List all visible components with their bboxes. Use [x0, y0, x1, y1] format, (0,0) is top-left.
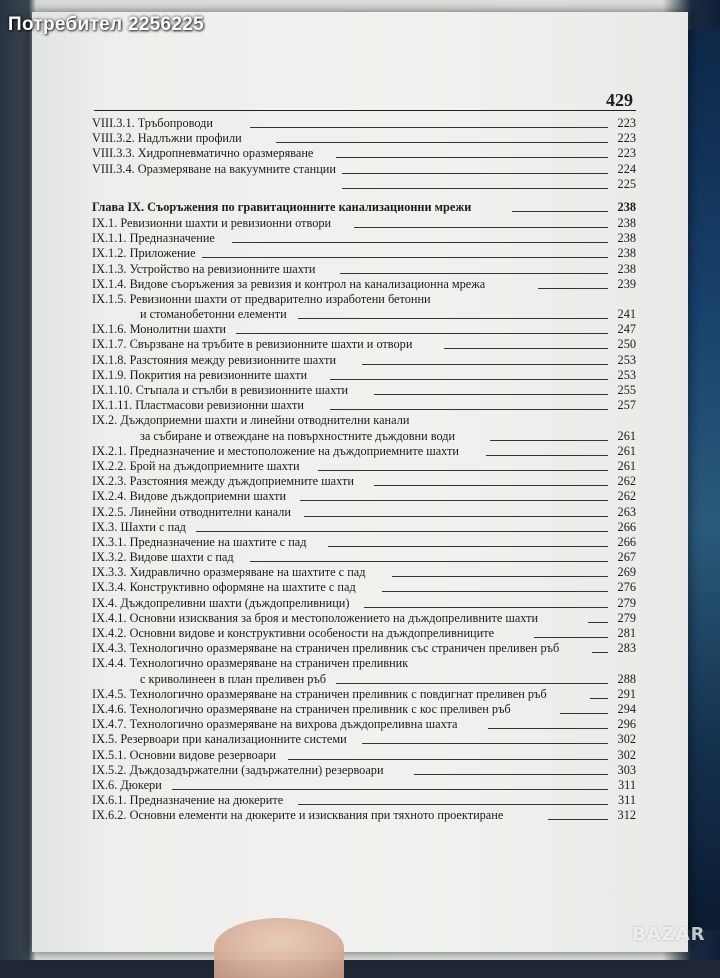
toc-entry [92, 277, 636, 292]
toc-entry [92, 732, 636, 747]
toc-page-number: 266 [617, 519, 636, 534]
toc-entry [92, 307, 636, 322]
leader-line [392, 576, 608, 577]
toc-entry [92, 535, 636, 550]
toc-page-number: 296 [617, 717, 636, 732]
toc-entry-title: IX.3.3. Хидравлично оразмеряване на шахтите с пад [92, 565, 366, 580]
toc-entry [92, 580, 636, 595]
toc-page-number: 267 [617, 550, 636, 565]
header-rule [94, 110, 636, 111]
toc-entry-title: IX.2.3. Разстояния между дъждоприемните шахти [92, 474, 354, 489]
toc-entry-title: IX.2. Дъждоприемни шахти и линейни отводнителни канали [92, 413, 410, 428]
toc-entry [92, 131, 636, 146]
toc-entry [92, 429, 636, 444]
toc-entry-title: и стоманобетонни елементи [140, 307, 287, 322]
leader-line [444, 348, 608, 349]
toc-entry [92, 641, 636, 656]
toc-page-number: 276 [617, 580, 636, 595]
leader-line [374, 485, 608, 486]
toc-page-number: 255 [617, 383, 636, 397]
leader-line [196, 531, 608, 532]
toc-page-number: 241 [617, 307, 636, 322]
toc-entry [92, 383, 636, 398]
toc-entry [92, 413, 636, 428]
toc-entry [92, 717, 636, 732]
leader-line [172, 789, 608, 790]
leader-line [534, 637, 608, 638]
leader-line [298, 804, 608, 805]
toc-page-number: 312 [617, 808, 636, 823]
toc-page-number: 238 [617, 215, 636, 230]
toc-page-number: 223 [617, 116, 636, 130]
toc-page-number: 247 [617, 322, 636, 337]
toc-entry [92, 116, 636, 131]
toc-entry-title: VIII.3.1. Тръбопроводи [92, 116, 213, 130]
table-of-contents [92, 116, 636, 823]
toc-entry [92, 398, 636, 413]
toc-entry [92, 292, 636, 307]
toc-entry-title: IX.4.3. Технологично оразмеряване на страничен преливник със страничен преливен ръб [92, 641, 560, 656]
toc-entry [92, 489, 636, 504]
leader-line [490, 440, 608, 441]
toc-entry [92, 778, 636, 793]
toc-entry-title: IX.1.9. Покрития на ревизионните шахти [92, 367, 308, 382]
toc-page-number: 239 [617, 276, 636, 291]
toc-page-number: 253 [617, 352, 636, 367]
toc-page-number: 302 [617, 747, 636, 762]
toc-page-number: 238 [617, 246, 636, 261]
toc-entry-title: IX.2.2. Брой на дъждоприемните шахти [92, 458, 300, 473]
leader-line [288, 759, 608, 760]
toc-entry [92, 596, 636, 611]
toc-page-number: 225 [617, 176, 636, 191]
toc-entry [92, 231, 636, 246]
toc-entry [92, 337, 636, 352]
toc-page-number: 279 [617, 610, 636, 625]
toc-entry-title: IX.1.10. Стъпала и стълби в ревизионните шахти [92, 383, 349, 397]
toc-entry-title: IX.2.4. Видове дъждоприемни шахти [92, 489, 287, 504]
leader-line [340, 273, 608, 274]
toc-entry [92, 672, 636, 687]
toc-entry [92, 216, 636, 231]
toc-entry [92, 763, 636, 778]
toc-page-number: 291 [617, 686, 636, 701]
book-page [32, 12, 688, 952]
toc-entry-title: IX.3. Шахти с пад [92, 519, 186, 534]
toc-entry-title: IX.4.6. Технологично оразмеряване на страничен преливник с кос преливен ръб [92, 701, 511, 716]
toc-page-number: 288 [617, 671, 636, 686]
leader-line [330, 379, 608, 380]
toc-entry-title: IX.6. Дюкери [92, 777, 162, 792]
toc-entry-title: с криволинеен в план преливен ръб [140, 671, 327, 686]
toc-entry [92, 444, 636, 459]
leader-line [342, 188, 608, 189]
leader-line [592, 652, 608, 653]
toc-entry-title: VIII.3.4. Оразмеряване на вакуумните станции [92, 161, 336, 176]
toc-page-number: 223 [617, 146, 636, 161]
toc-entry-title: IX.6.2. Основни елементи на дюкерите и изисквания при тяхното проектиране [92, 808, 504, 823]
leader-line [362, 743, 608, 744]
toc-entry [92, 748, 636, 763]
leader-line [588, 622, 608, 623]
toc-entry-title: IX.5.1. Основни видове резервоари [92, 747, 277, 762]
leader-line [202, 257, 608, 258]
toc-page-number: 262 [617, 489, 636, 504]
toc-entry [92, 146, 636, 161]
leader-line [488, 728, 608, 729]
toc-page-number: 261 [617, 458, 636, 473]
leader-line [304, 516, 608, 517]
toc-entry [92, 246, 636, 261]
toc-entry-title: IX.1.6. Монолитни шахти [92, 322, 226, 337]
toc-entry [92, 793, 636, 808]
toc-entry [92, 520, 636, 535]
toc-entry-title: IX.4.7. Технологично оразмеряване на вихрова дъждопреливна шахта [92, 717, 458, 732]
toc-page-number: 311 [618, 793, 636, 808]
toc-entry [92, 611, 636, 626]
leader-line [236, 333, 608, 334]
leader-line [276, 142, 608, 143]
thumb [214, 918, 344, 978]
toc-entry [92, 687, 636, 702]
toc-entry [92, 353, 636, 368]
toc-page-number: 294 [617, 701, 636, 716]
toc-page-number: 238 [617, 199, 636, 214]
leader-line [560, 713, 608, 714]
toc-page-number: 281 [617, 626, 636, 640]
toc-entry [92, 177, 636, 192]
toc-entry-title: IX.1.8. Разстояния между ревизионните шахти [92, 352, 337, 367]
toc-entry-title: IX.4.2. Основни видове и конструктивни особености на дъждопреливниците [92, 626, 495, 640]
toc-entry [92, 262, 636, 277]
toc-entry-title: IX.3.4. Конструктивно оформяне на шахтите с пад [92, 580, 356, 595]
toc-entry [92, 162, 636, 177]
toc-entry [92, 505, 636, 520]
leader-line [318, 470, 608, 471]
leader-line [512, 211, 608, 212]
leader-line [250, 561, 608, 562]
toc-entry-title: VIII.3.3. Хидропневматично оразмеряване [92, 146, 314, 161]
toc-entry [92, 322, 636, 337]
toc-entry [92, 550, 636, 565]
leader-line [336, 157, 608, 158]
toc-page-number: 224 [617, 161, 636, 176]
toc-page-number: 253 [617, 367, 636, 382]
toc-entry-title: IX.1. Ревизионни шахти и ревизионни отвори [92, 215, 332, 230]
toc-entry-title: IX.2.5. Линейни отводнителни канали [92, 504, 291, 519]
toc-entry-title: IX.4.1. Основни изисквания за броя и местоположението на дъждопреливните шахти [92, 610, 539, 625]
leader-line [342, 173, 608, 174]
toc-page-number: 303 [617, 762, 636, 777]
leader-line [232, 242, 608, 243]
leader-line [548, 819, 608, 820]
toc-entry-title: IX.1.5. Ревизионни шахти от предварително изработени бетонни [92, 291, 431, 306]
toc-entry [92, 565, 636, 580]
toc-page-number: 257 [617, 398, 636, 413]
leader-line [300, 500, 608, 501]
toc-entry-title: IX.1.3. Устройство на ревизионните шахти [92, 261, 316, 276]
toc-entry [92, 474, 636, 489]
toc-entry-title: Глава IX. Съоръжения по гравитационните канализационни мрежи [92, 199, 472, 214]
leader-line [364, 607, 608, 608]
toc-page-number: 262 [617, 474, 636, 489]
toc-page-number: 279 [617, 595, 636, 610]
leader-line [374, 394, 608, 395]
leader-line [298, 318, 608, 319]
toc-entry [92, 368, 636, 383]
leader-line [414, 774, 608, 775]
toc-entry [92, 459, 636, 474]
toc-page-number: 261 [617, 428, 636, 443]
leader-line [382, 591, 608, 592]
toc-page-number: 311 [618, 777, 636, 792]
leader-line [250, 127, 608, 128]
leader-line [328, 546, 608, 547]
toc-entry-title: IX.2.1. Предназначение и местоположение на дъждоприемните шахти [92, 443, 459, 458]
toc-page-number: 261 [617, 443, 636, 458]
toc-entry-title: IX.1.1. Предназначение [92, 231, 215, 246]
toc-entry-title: IX.5. Резервоари при канализационните системи [92, 732, 347, 747]
toc-entry-title: IX.6.1. Предназначение на дюкерите [92, 793, 284, 808]
toc-entry-title: IX.1.4. Видове съоръжения за ревизия и контрол на канализационна мрежа [92, 276, 486, 291]
toc-entry-title: IX.1.11. Пластмасови ревизионни шахти [92, 398, 304, 413]
toc-entry-title: IX.3.1. Предназначение на шахтите с пад [92, 534, 307, 549]
toc-entry-title: IX.1.2. Приложение [92, 246, 196, 261]
toc-entry-title: VIII.3.2. Надлъжни профили [92, 131, 242, 146]
toc-page-number: 302 [617, 732, 636, 747]
toc-entry-title: IX.4. Дъждопреливни шахти (дъждопреливници) [92, 595, 350, 610]
toc-entry [92, 702, 636, 717]
bazar-logo: BAZAR [632, 924, 706, 945]
toc-entry [92, 808, 636, 823]
toc-page-number: 250 [617, 337, 636, 352]
leader-line [330, 409, 608, 410]
leader-line [354, 227, 608, 228]
toc-page-number: 266 [617, 534, 636, 549]
toc-entry [92, 626, 636, 641]
leader-line [590, 698, 608, 699]
toc-entry-title: IX.1.7. Свързване на тръбите в ревизионните шахти и отвори [92, 337, 413, 352]
leader-line [486, 455, 608, 456]
toc-entry-title: IX.4.4. Технологично оразмеряване на страничен преливник [92, 656, 409, 671]
leader-line [362, 364, 608, 365]
toc-page-number: 283 [617, 641, 636, 656]
toc-entry-title: IX.3.2. Видове шахти с пад [92, 550, 234, 565]
toc-page-number: 223 [617, 131, 636, 146]
toc-entry-title: IX.4.5. Технологично оразмеряване на страничен преливник с повдигнат преливен ръб [92, 686, 547, 701]
chapter-heading [92, 198, 636, 216]
toc-entry [92, 656, 636, 671]
toc-entry-title: за събиране и отвеждане на повърхностните дъждовни води [140, 428, 456, 443]
leader-line [538, 288, 608, 289]
leader-line [336, 683, 608, 684]
toc-page-number: 238 [617, 261, 636, 276]
toc-page-number: 263 [617, 504, 636, 519]
toc-entry-title: IX.5.2. Дъждозадържателни (задържателни) резервоари [92, 762, 384, 777]
page-number: 429 [606, 90, 633, 110]
user-watermark: Потребител 2256225 [8, 14, 205, 35]
toc-page-number: 269 [617, 565, 636, 580]
toc-page-number: 238 [617, 231, 636, 246]
